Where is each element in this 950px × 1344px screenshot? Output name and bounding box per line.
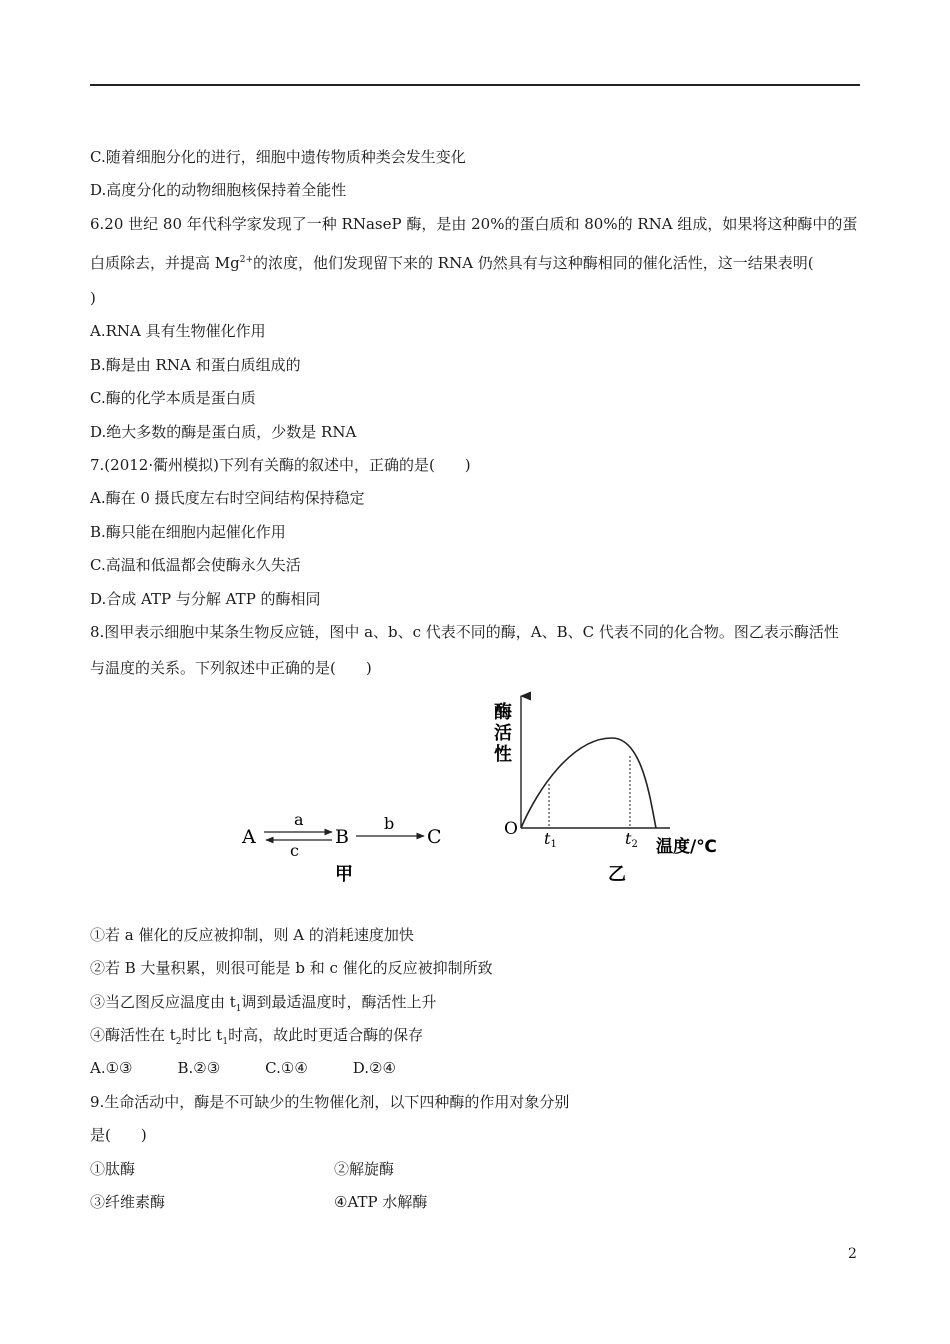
q8-statement-1: ①若 a 催化的反应被抑制，则 A 的消耗速度加快 bbox=[90, 926, 414, 944]
q7-option-c: C.高温和低温都会使酶永久失活 bbox=[90, 556, 301, 574]
q9-stem-line1: 9.生命活动中，酶是不可缺少的生物催化剂，以下四种酶的作用对象分别 bbox=[90, 1093, 570, 1111]
q6-stem-line2: 白质除去，并提高 $Mg^{2+}$的浓度，他们发现留下来的 RNA 仍然具有与这种酶相同的催化活性，这一结果表明( bbox=[90, 254, 814, 272]
q9-item-1-text: ①肽酶 bbox=[90, 1160, 136, 1178]
q6-stem-line3: ) bbox=[90, 289, 96, 307]
q6-option-b: B.酶是由 RNA 和蛋白质组成的 bbox=[90, 356, 301, 374]
q6-option-a: A.RNA 具有生物催化作用 bbox=[90, 322, 266, 340]
q9-item-2: ②解旋酶 bbox=[334, 1160, 395, 1178]
figure-caption-yi: 乙 bbox=[608, 864, 626, 885]
x-axis-label: 温度/℃ bbox=[656, 837, 717, 857]
q9-stem-line2: 是( ) bbox=[90, 1126, 147, 1144]
q8-statement-4: ④酶活性在 $t_2$时比 $t_1$时高，故此时更适合酶的保存 bbox=[90, 1026, 424, 1047]
q8-statement-3: ③当乙图反应温度由 $t_1$调到最适温度时，酶活性上升 bbox=[90, 993, 437, 1014]
q8-stem-line1: 8.图甲表示细胞中某条生物反应链，图中 a、b、c 代表不同的酶，A、B、C 代表不同的化合物。图乙表示酶活性 bbox=[90, 623, 839, 641]
enzyme-a: a bbox=[294, 810, 304, 829]
t2-label: t2 bbox=[625, 829, 638, 850]
compound-b: B bbox=[335, 826, 349, 848]
q9-item-3 bbox=[90, 1192, 428, 1212]
q9-item-1 bbox=[90, 1159, 395, 1179]
q7-stem: 7.(2012·衢州模拟)下列有关酶的叙述中，正确的是( ) bbox=[90, 456, 471, 474]
q5-option-d: D.高度分化的动物细胞核保持着全能性 bbox=[90, 181, 347, 199]
q9-item-3-text: ③纤维素酶 bbox=[90, 1193, 166, 1211]
header-rule bbox=[90, 84, 860, 86]
enzyme-c: c bbox=[290, 841, 299, 860]
q6-option-d: D.绝大多数的酶是蛋白质，少数是 RNA bbox=[90, 423, 357, 441]
q7-option-d: D.合成 ATP 与分解 ATP 的酶相同 bbox=[90, 590, 321, 608]
chart-yi bbox=[494, 696, 717, 885]
q7-option-b: B.酶只能在细胞内起催化作用 bbox=[90, 523, 286, 541]
q5-option-c: C.随着细胞分化的进行，细胞中遗传物质种类会发生变化 bbox=[90, 148, 466, 166]
q8-figure bbox=[228, 688, 734, 890]
figure-caption-jia: 甲 bbox=[335, 864, 353, 885]
enzyme-b: b bbox=[384, 814, 395, 833]
y-label-char-1: 酶 bbox=[494, 702, 512, 723]
q6-option-c: C.酶的化学本质是蛋白质 bbox=[90, 389, 256, 407]
origin-label: O bbox=[504, 819, 518, 839]
q7-option-a: A.酶在 0 摄氏度左右时空间结构保持稳定 bbox=[90, 489, 365, 507]
compound-a: A bbox=[242, 826, 256, 848]
t1-label: t1 bbox=[544, 829, 557, 850]
diagram-jia bbox=[241, 810, 442, 885]
q6-stem-line1: 6.20 世纪 80 年代科学家发现了一种 RNaseP 酶，是由 20%的蛋白质和 80%的 RNA 组成，如果将这种酶中的蛋 bbox=[90, 215, 858, 233]
q8-stem-line2: 与温度的关系。下列叙述中正确的是( ) bbox=[90, 659, 372, 677]
compound-c: C bbox=[427, 826, 442, 848]
activity-curve bbox=[521, 738, 656, 828]
page-number: 2 bbox=[848, 1246, 857, 1262]
q8-options: A.①③ B.②③ C.①④ D.②④ bbox=[90, 1059, 396, 1077]
q9-item-4: ④ATP 水解酶 bbox=[334, 1193, 428, 1211]
q8-statement-2: ②若 B 大量积累，则很可能是 b 和 c 催化的反应被抑制所致 bbox=[90, 959, 493, 977]
y-label-char-2: 活 bbox=[494, 723, 512, 744]
y-label-char-3: 性 bbox=[494, 744, 512, 765]
